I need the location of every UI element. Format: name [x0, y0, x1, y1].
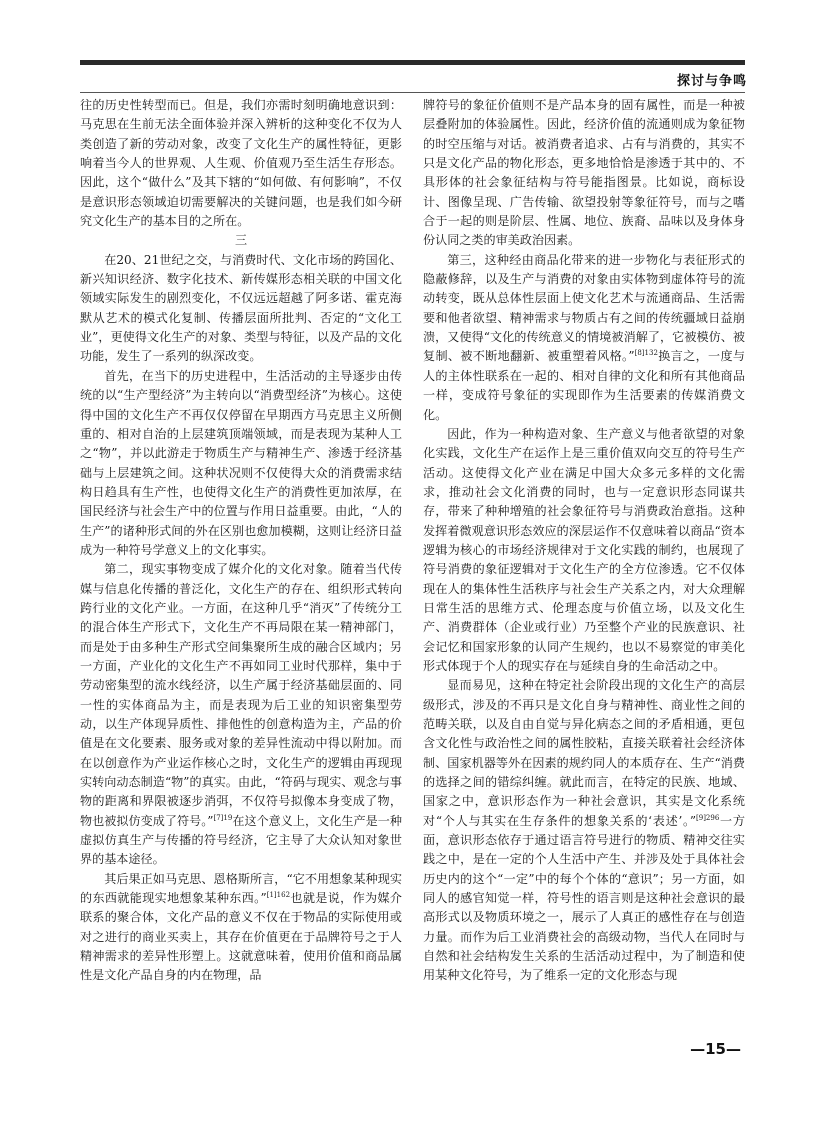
citation-mark: [1]162 [266, 891, 291, 900]
citation-mark: [7]19 [213, 813, 233, 822]
paragraph-text: 第三，这种经由商品化带来的进一步物化与表征形式的隐蔽修辞，以及生产与消费的对象由实体物到虚体符号的流动转变，既从总体性层面上使文化艺术与流通商品、生活需要和他者欲望、精神需求与物质占有之间的传统疆域日益崩溃，又使得“文化的传统意义的情境被消解了，它被模仿、被复制、被不断地翻新、被重塑着风格。” [423, 252, 745, 364]
paragraph [80, 870, 402, 986]
left-column [80, 96, 402, 1026]
section-heading: 三 [234, 233, 248, 248]
paragraph-text: 换言之，一度与人的主体性联系在一起的、相对自律的文化和所有其他商品一样，变成符号象征的实现即作为生活要素的传媒消费文化。 [423, 349, 745, 422]
paragraph-text: 显而易见，这种在特定社会阶段出现的文化生产的高层级形式，涉及的不再只是文化自身与精神性、商业性之间的范畴关联，以及自由自觉与异化病态之间的矛盾相通，更包含文化性与政治性之间的属性胶粘，直接关联着社会经济体制、国家机器等外在因素的规约同人的本质存在、生产“消费的选择之间的错综纠缠。就此而言，在特定的民族、地域、国家之中，意识形态作为一种社会意识，其实是文化系统对“个人与其实在生存条件的想象关系的‘表述’。” [423, 678, 745, 828]
paragraph: 牌符号的象征价值则不是产品本身的固有属性，而是一种被层叠附加的体验属性。因此，经济价值的流通则成为象征物的时空压缩与对话。被消费者追求、占有与消费的，其实不只是文化产品的物化形态，更多地恰恰是渗透于其中的、不具形体的社会象征结构与符号能指图景。比如说，商标设计、图像呈现、广告传输、欲望投射等象征符号，而与之嗜合于一起的则是阶层、性属、地位、族裔、品味以及身体身份认同之类的审美政治因素。 [423, 98, 745, 248]
paragraph-text: 第二，现实事物变成了媒介化的文化对象。随着当代传媒与信息化传播的普泛化，文化生产的存在、组织形式转向跨行业的文化产业。一方面，在这种几乎“消灭”了传统分工的混合体生产形式下，文化生产不再局限在某一精神部门，而是处于由多种生产形式空间集聚所生成的融合区域内；另一方面，产业化的文化生产不再如同工业时代那样，集中于劳动密集型的流水线经济，以生产属于经济基础层面的、同一性的实体商品为主，而是表现为后工业的知识密集型劳动，以生产体现异质性、排他性的创意构造为主，产品的价值是在文化要素、服务或对象的差异性流动中得以附加。而在以创意作为产业运作核心之时，文化生产的逻辑由再现现实转向动态制造“物”的真实。由此，“符码与现实、观念与事物的距离和界限被逐步消弭，不仅符号拟像本身变成了物，物也被拟仿变成了符号。” [80, 562, 402, 828]
paragraph [423, 676, 745, 986]
paragraph [80, 560, 402, 870]
citation-mark: [9]296 [696, 813, 720, 822]
paragraph: 首先，在当下的历史进程中，生活活动的主导逐步由传统的以“生产型经济”为主转向以“消费型经济”为核心。这使得中国的文化生产不再仅仅停留在早期西方马克思主义所侧重的、相对自治的上层建筑顶端领域，而是表现为某种人工之“物”，并以此游走于物质生产与精神生产、渗透于经济基础与上层建筑之间。这种状况则不仅使得大众的消费需求结构日趋具有生产性，也使得文化生产的消费性更加浓厚，在国民经济与社会生产中的位置与作用日益重要。由此，“人的生产”的诸种形式间的外在区别也愈加模糊，这则让经济日益成为一种符号学意义上的文化事实。 [80, 368, 402, 557]
section-title: 探讨与争鸣 [676, 74, 747, 89]
header-rule-thick [80, 60, 745, 65]
citation-mark: [8]132 [634, 349, 658, 358]
paragraph [423, 251, 745, 425]
paragraph-text: 一方面，意识形态依存于通过语言符号进行的物质、精神交往实践之中，是在一定的个人生活中产生、并涉及处于具体社会历史内的这个“一定”中的每个个体的“意识”；另一方面，如同人的感官知觉一样，符号性的语言则是这种社会意识的最高形式以及物质环境之一，展示了人真正的感性存在与创造力量。而作为后工业消费社会的高级动物，当代人在同时与自然和社会结构发生关系的生活活动过程中，为了制造和使用某种文化符号，为了维系一定的文化形态与现 [423, 813, 745, 983]
paragraph: 往的历史性转型而已。但是，我们亦需时刻明确地意识到：马克思在生前无法全面体验并深入辨析的这种变化不仅为人类创造了新的劳动对象，改变了文化生产的属性特征，更影响着当今人的世界观、人生观、价值观乃至生活生存形态。因此，这个“做什么”及其下辖的“如何做、有何影响”，不仅是意识形态领域迫切需要解决的关键问题，也是我们如今研究文化生产的基本目的之所在。 [80, 98, 402, 229]
paragraph-text: 在这个意义上，文化生产是一种虚拟仿真生产与传播的符号经济，它主导了大众认知对象世界的基本途径。 [80, 813, 402, 867]
paragraph: 在20、21世纪之交，与消费时代、文化市场的跨国化、新兴知识经济、数字化技术、新传媒形态相关联的中国文化领域实际发生的剧烈变化，不仅远远超越了阿多诺、霍克海默从艺术的模式化复制、传播层面所批判、否定的“文化工业”，更使得文化生产的对象、类型与特征，以及产品的文化功能，发生了一系列的纵深改变。 [80, 252, 402, 364]
right-column [423, 96, 745, 1026]
paragraph: 因此，作为一种构造对象、生产意义与他者欲望的对象化实践，文化生产在运作上是三重价值双向交互的符号生产活动。这使得文化产业在满足中国大众多元多样的文化需求，推动社会文化消费的同时，也与一定意识形态同谋共存，带来了种种增殖的社会象征符号与消费政治意指。这种发挥着微观意识形态效应的深层运作不仅意味着以商品“资本逻辑为核心的市场经济规律对于文化实践的制约，也展现了符号消费的象征逻辑对于文化生产的全方位渗透。它不仅体现在人的集体性生活秩序与社会生产关系之内，对大众理解日常生活的思维方式、伦理态度与价值立场，以及文化生产、消费群体（企业或行业）乃至整个产业的民族意识、社会记忆和国家形象的认同产生规约，也以不易察觉的审美化形式体现于个人的现实存在与延续自身的生命活动之中。 [423, 426, 745, 673]
page-number: —15— [690, 1040, 741, 1058]
header-rule-thin [80, 92, 745, 93]
paragraph-text: 也就是说，作为媒介联系的聚合体，文化产品的意义不仅在于物品的实际使用或对之进行的商业买卖上，其存在价值更在于品牌符号之于人精神需求的差异性形塑上。这就意味着，使用价值和商品属性是文化产品自身的内在物理，品 [80, 891, 402, 983]
paragraph-text: 其后果正如马克思、恩格斯所言，“它不用想象某种现实的东西就能现实地想象某种东西。” [80, 871, 402, 906]
